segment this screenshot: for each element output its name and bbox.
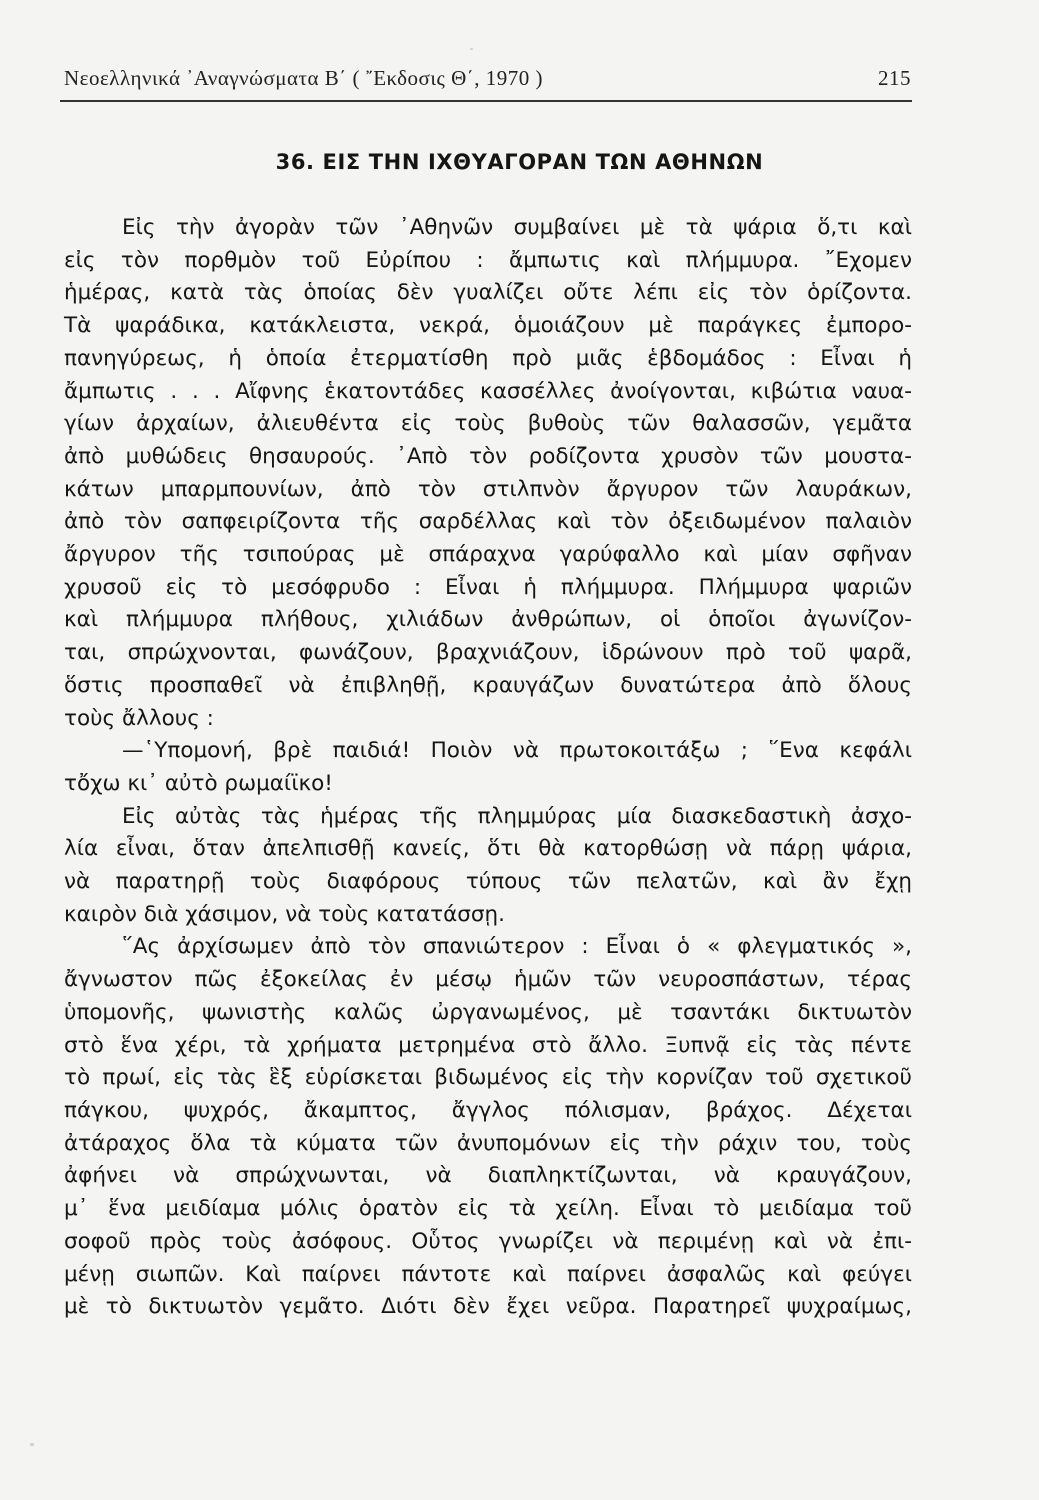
text-line: μένῃ σιωπῶν. Καὶ παίρνει πάντοτε καὶ παίρνει ἀσφαλῶς καὶ φεύγει: [64, 1261, 912, 1287]
text-line: Εἰς τὴν ἀγορὰν τῶν ᾽Αθηνῶν συμβαίνει μὲ τὰ ψάρια ὅ,τι καὶ: [122, 215, 912, 240]
chapter-title: 36. ΕΙΣ ΤΗΝ ΙΧΘΥΑΓΟΡΑΝ ΤΩΝ ΑΘΗΝΩΝ: [275, 150, 764, 174]
text-line: ἄμπωτις . . . Αἴφνης ἑκατοντάδες κασσέλλες ἀνοίγονται, κιβώτια ναυα-: [64, 378, 912, 404]
page-number: 215: [878, 66, 911, 90]
text-line: ἀπὸ μυθώδεις θησαυρούς. ᾽Απὸ τὸν ροδίζοντα χρυσὸν τῶν μουστα-: [64, 443, 912, 469]
text-line: ἀφήνει νὰ σπρώχνωνται, νὰ διαπληκτίζωνται, νὰ κραυγάζουν,: [64, 1163, 912, 1189]
paper-speck: [470, 48, 473, 50]
text-line: νὰ παρατηρῇ τοὺς διαφόρους τύπους τῶν πελατῶν, καὶ ἂν ἔχῃ: [64, 869, 912, 895]
text-line: ῞Ας ἀρχίσωμεν ἀπὸ τὸν σπανιώτερον : Εἶναι ὁ « φλεγματικός »,: [122, 934, 912, 960]
text-line: Εἰς αὐτὰς τὰς ἡμέρας τῆς πλημμύρας μία διασκεδαστικὴ ἀσχο-: [122, 803, 912, 829]
text-line: ἡμέρας, κατὰ τὰς ὁποίας δὲν γυαλίζει οὔτε λέπι εἰς τὸν ὁρίζοντα.: [64, 280, 912, 306]
header-rule: [60, 100, 912, 102]
text-line: μὲ τὸ δικτυωτὸν γεμᾶτο. Διότι δὲν ἔχει νεῦρα. Παρατηρεῖ ψυχραίμως,: [64, 1294, 912, 1320]
text-line: καιρὸν διὰ χάσιμον, νὰ τοὺς κατατάσσῃ.: [64, 901, 506, 927]
running-title: Νεοελληνικά ᾽Αναγνώσματα Β΄ ( ῎Εκδοσις Θ΄, 1970 ): [64, 66, 543, 90]
text-line: ὅστις προσπαθεῖ νὰ ἐπιβληθῇ, κραυγάζων δυνατώτερα ἀπὸ ὅλους: [64, 672, 912, 698]
body-text: [64, 212, 912, 1324]
text-line: τὸ πρωί, εἰς τὰς ἓξ εὑρίσκεται βιδωμένος εἰς τὴν κορνίζαν τοῦ σχετικοῦ: [64, 1065, 912, 1091]
text-line: κάτων μπαρμπουνίων, ἀπὸ τὸν στιλπνὸν ἄργυρον τῶν λαυράκων,: [64, 476, 912, 502]
text-line: χρυσοῦ εἰς τὸ μεσόφρυδο : Εἶναι ἡ πλήμμυρα. Πλήμμυρα ψαριῶν: [64, 574, 912, 600]
text-line: εἰς τὸν πορθμὸν τοῦ Εὐρίπου : ἄμπωτις καὶ πλήμμυρα. ῎Εχομεν: [64, 247, 912, 273]
text-line: ἀπὸ τὸν σαπφειρίζοντα τῆς σαρδέλλας καὶ τὸν ὀξειδωμένον παλαιὸν: [64, 509, 912, 535]
text-line: Τὰ ψαράδικα, κατάκλειστα, νεκρά, ὁμοιάζουν μὲ παράγκες ἐμπορο-: [64, 313, 912, 339]
text-line: ἄργυρον τῆς τσιπούρας μὲ σπάραχνα γαρύφαλλο καὶ μίαν σφῆναν: [64, 542, 912, 568]
text-line: πανηγύρεως, ἡ ὁποία ἐτερματίσθη πρὸ μιᾶς ἑβδομάδος : Εἶναι ἡ: [64, 345, 912, 371]
text-line: τὄχω κι᾽ αὐτὸ ρωμαίϊκο!: [64, 770, 333, 796]
text-line: λία εἶναι, ὅταν ἀπελπισθῇ κανείς, ὅτι θὰ κατορθώσῃ νὰ πάρῃ ψάρια,: [64, 836, 912, 862]
paper-speck: [30, 1443, 34, 1446]
text-line: γίων ἀρχαίων, ἀλιευθέντα εἰς τοὺς βυθοὺς τῶν θαλασσῶν, γεμᾶτα: [64, 411, 912, 437]
text-line: μ᾽ ἕνα μειδίαμα μόλις ὁρατὸν εἰς τὰ χείλη. Εἶναι τὸ μειδίαμα τοῦ: [64, 1196, 912, 1222]
text-line: ἄγνωστον πῶς ἐξοκείλας ἐν μέσῳ ἡμῶν τῶν νευροσπάστων, τέρας: [64, 967, 912, 993]
running-header: [64, 62, 911, 92]
text-line: ται, σπρώχνονται, φωνάζουν, βραχνιάζουν, ἱδρώνουν πρὸ τοῦ ψαρᾶ,: [64, 640, 912, 666]
text-line: στὸ ἕνα χέρι, τὰ χρήματα μετρημένα στὸ ἄλλο. Ξυπνᾷ εἰς τὰς πέντε: [64, 1032, 912, 1058]
text-line: πάγκου, ψυχρός, ἄκαμπτος, ἄγγλος πόλισμαν, βράχος. Δέχεται: [64, 1097, 912, 1123]
text-line: ἀτάραχος ὅλα τὰ κύματα τῶν ἀνυπομόνων εἰς τὴν ράχιν του, τοὺς: [64, 1130, 912, 1156]
text-line: ὑπομονῆς, ψωνιστὴς καλῶς ὠργανωμένος, μὲ τσαντάκι δικτυωτὸν: [64, 999, 912, 1025]
text-line: —῾Υπομονή, βρὲ παιδιά! Ποιὸν νὰ πρωτοκοιτάξω ; ῞Ενα κεφάλι: [122, 738, 912, 764]
text-line: τοὺς ἄλλους :: [64, 705, 214, 731]
text-line: σοφοῦ πρὸς τοὺς ἀσόφους. Οὗτος γνωρίζει νὰ περιμένῃ καὶ νὰ ἐπι-: [64, 1228, 912, 1254]
text-line: καὶ πλήμμυρα πλήθους, χιλιάδων ἀνθρώπων, οἱ ὁποῖοι ἀγωνίζον-: [64, 607, 912, 633]
